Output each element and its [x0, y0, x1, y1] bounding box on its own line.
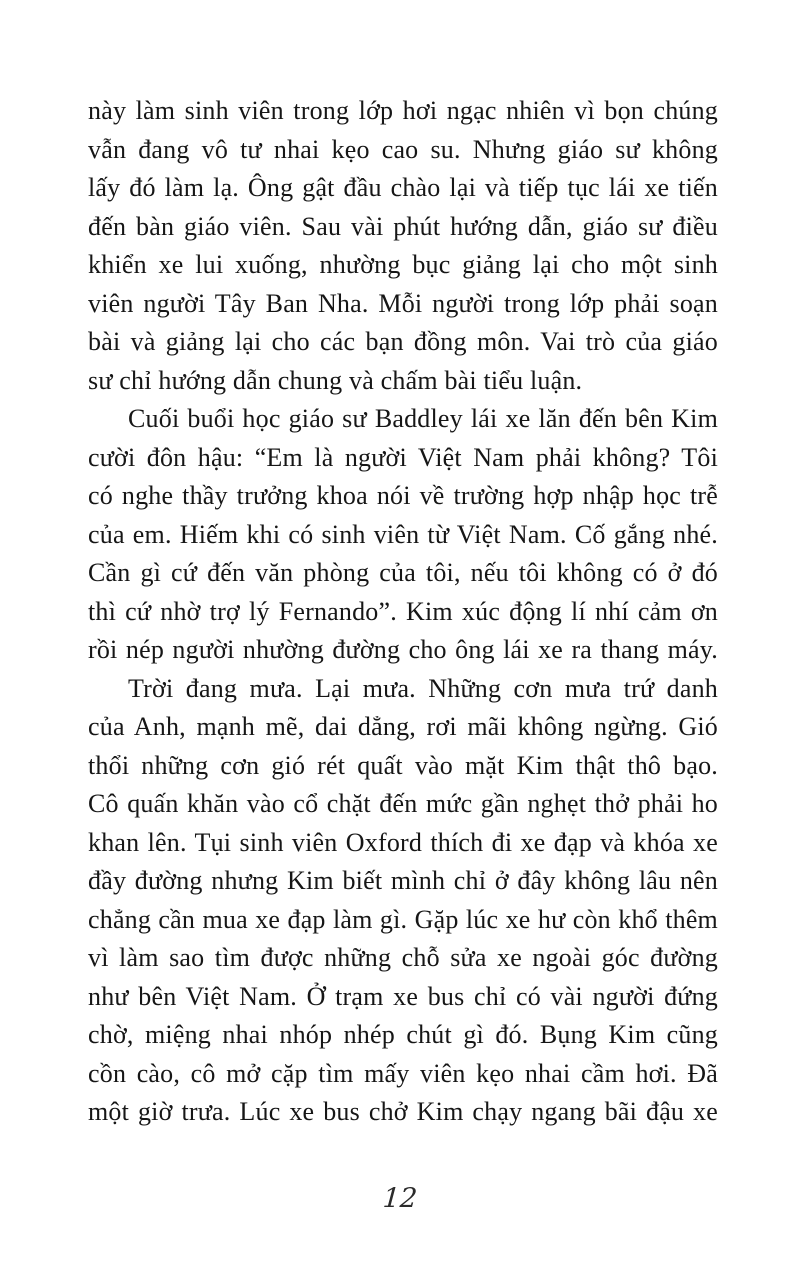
text-line: thì cứ nhờ trợ lý Fernando”. Kim xúc động lí nhí cảm ơn: [88, 596, 718, 626]
text-line: Cần gì cứ đến văn phòng của tôi, nếu tôi không có ở đó: [88, 558, 718, 587]
text-line: cồn cào, cô mở cặp tìm mấy viên kẹo nhai cầm hơi. Đã: [88, 1058, 718, 1088]
text-line: Cuối buổi học giáo sư Baddley lái xe lăn đến bên Kim: [128, 404, 718, 433]
text-line: viên người Tây Ban Nha. Mỗi người trong lớp phải soạn: [88, 288, 718, 318]
text-line: vì làm sao tìm được những chỗ sửa xe ngoài góc đường: [88, 943, 718, 972]
text-line: Cô quấn khăn vào cổ chặt đến mức gần nghẹt thở phải ho: [88, 789, 718, 818]
text-line: chẳng cần mua xe đạp làm gì. Gặp lúc xe hư còn khổ thêm: [88, 904, 718, 934]
text-line: lấy đó làm lạ. Ông gật đầu chào lại và tiếp tục lái xe tiến: [88, 173, 718, 202]
text-line: Trời đang mưa. Lại mưa. Những cơn mưa trứ danh: [128, 673, 718, 703]
paragraph: [88, 400, 718, 670]
text-line: khan lên. Tụi sinh viên Oxford thích đi xe đạp và khóa xe: [88, 827, 718, 857]
text-line: bài và giảng lại cho các bạn đồng môn. Vai trò của giáo: [88, 327, 718, 356]
text-line: vẫn đang vô tư nhai kẹo cao su. Nhưng giáo sư không: [88, 134, 718, 164]
text-line: đầy đường nhưng Kim biết mình chỉ ở đây không lâu nên: [88, 866, 718, 895]
text-line: của Anh, mạnh mẽ, dai dẳng, rơi mãi không ngừng. Gió: [88, 712, 718, 741]
text-line: một giờ trưa. Lúc xe bus chở Kim chạy ngang bãi đậu xe: [88, 1097, 718, 1126]
text-line: cười đôn hậu: “Em là người Việt Nam phải không? Tôi: [88, 442, 718, 472]
page-number: 12: [381, 1183, 419, 1214]
text-line: của em. Hiếm khi có sinh viên từ Việt Nam. Cố gắng nhé.: [88, 519, 718, 549]
paragraph: [88, 92, 718, 400]
text-line: này làm sinh viên trong lớp hơi ngạc nhiên vì bọn chúng: [88, 96, 718, 125]
text-line: có nghe thầy trưởng khoa nói về trường hợp nhập học trễ: [88, 481, 718, 510]
text-line: chờ, miệng nhai nhóp nhép chút gì đó. Bụng Kim cũng: [88, 1020, 718, 1049]
text-line: rồi nép người nhường đường cho ông lái xe ra thang máy.: [88, 635, 718, 664]
text-line: đến bàn giáo viên. Sau vài phút hướng dẫn, giáo sư điều: [88, 211, 718, 241]
text-line: khiển xe lui xuống, nhường bục giảng lại cho một sinh: [88, 250, 718, 279]
paragraph: [88, 670, 718, 1132]
text-line: như bên Việt Nam. Ở trạm xe bus chỉ có vài người đứng: [88, 981, 718, 1011]
text-line: sư chỉ hướng dẫn chung và chấm bài tiểu luận.: [88, 365, 583, 395]
text-line: thổi những cơn gió rét quất vào mặt Kim thật thô bạo.: [88, 750, 718, 780]
body-text: [88, 92, 718, 1132]
